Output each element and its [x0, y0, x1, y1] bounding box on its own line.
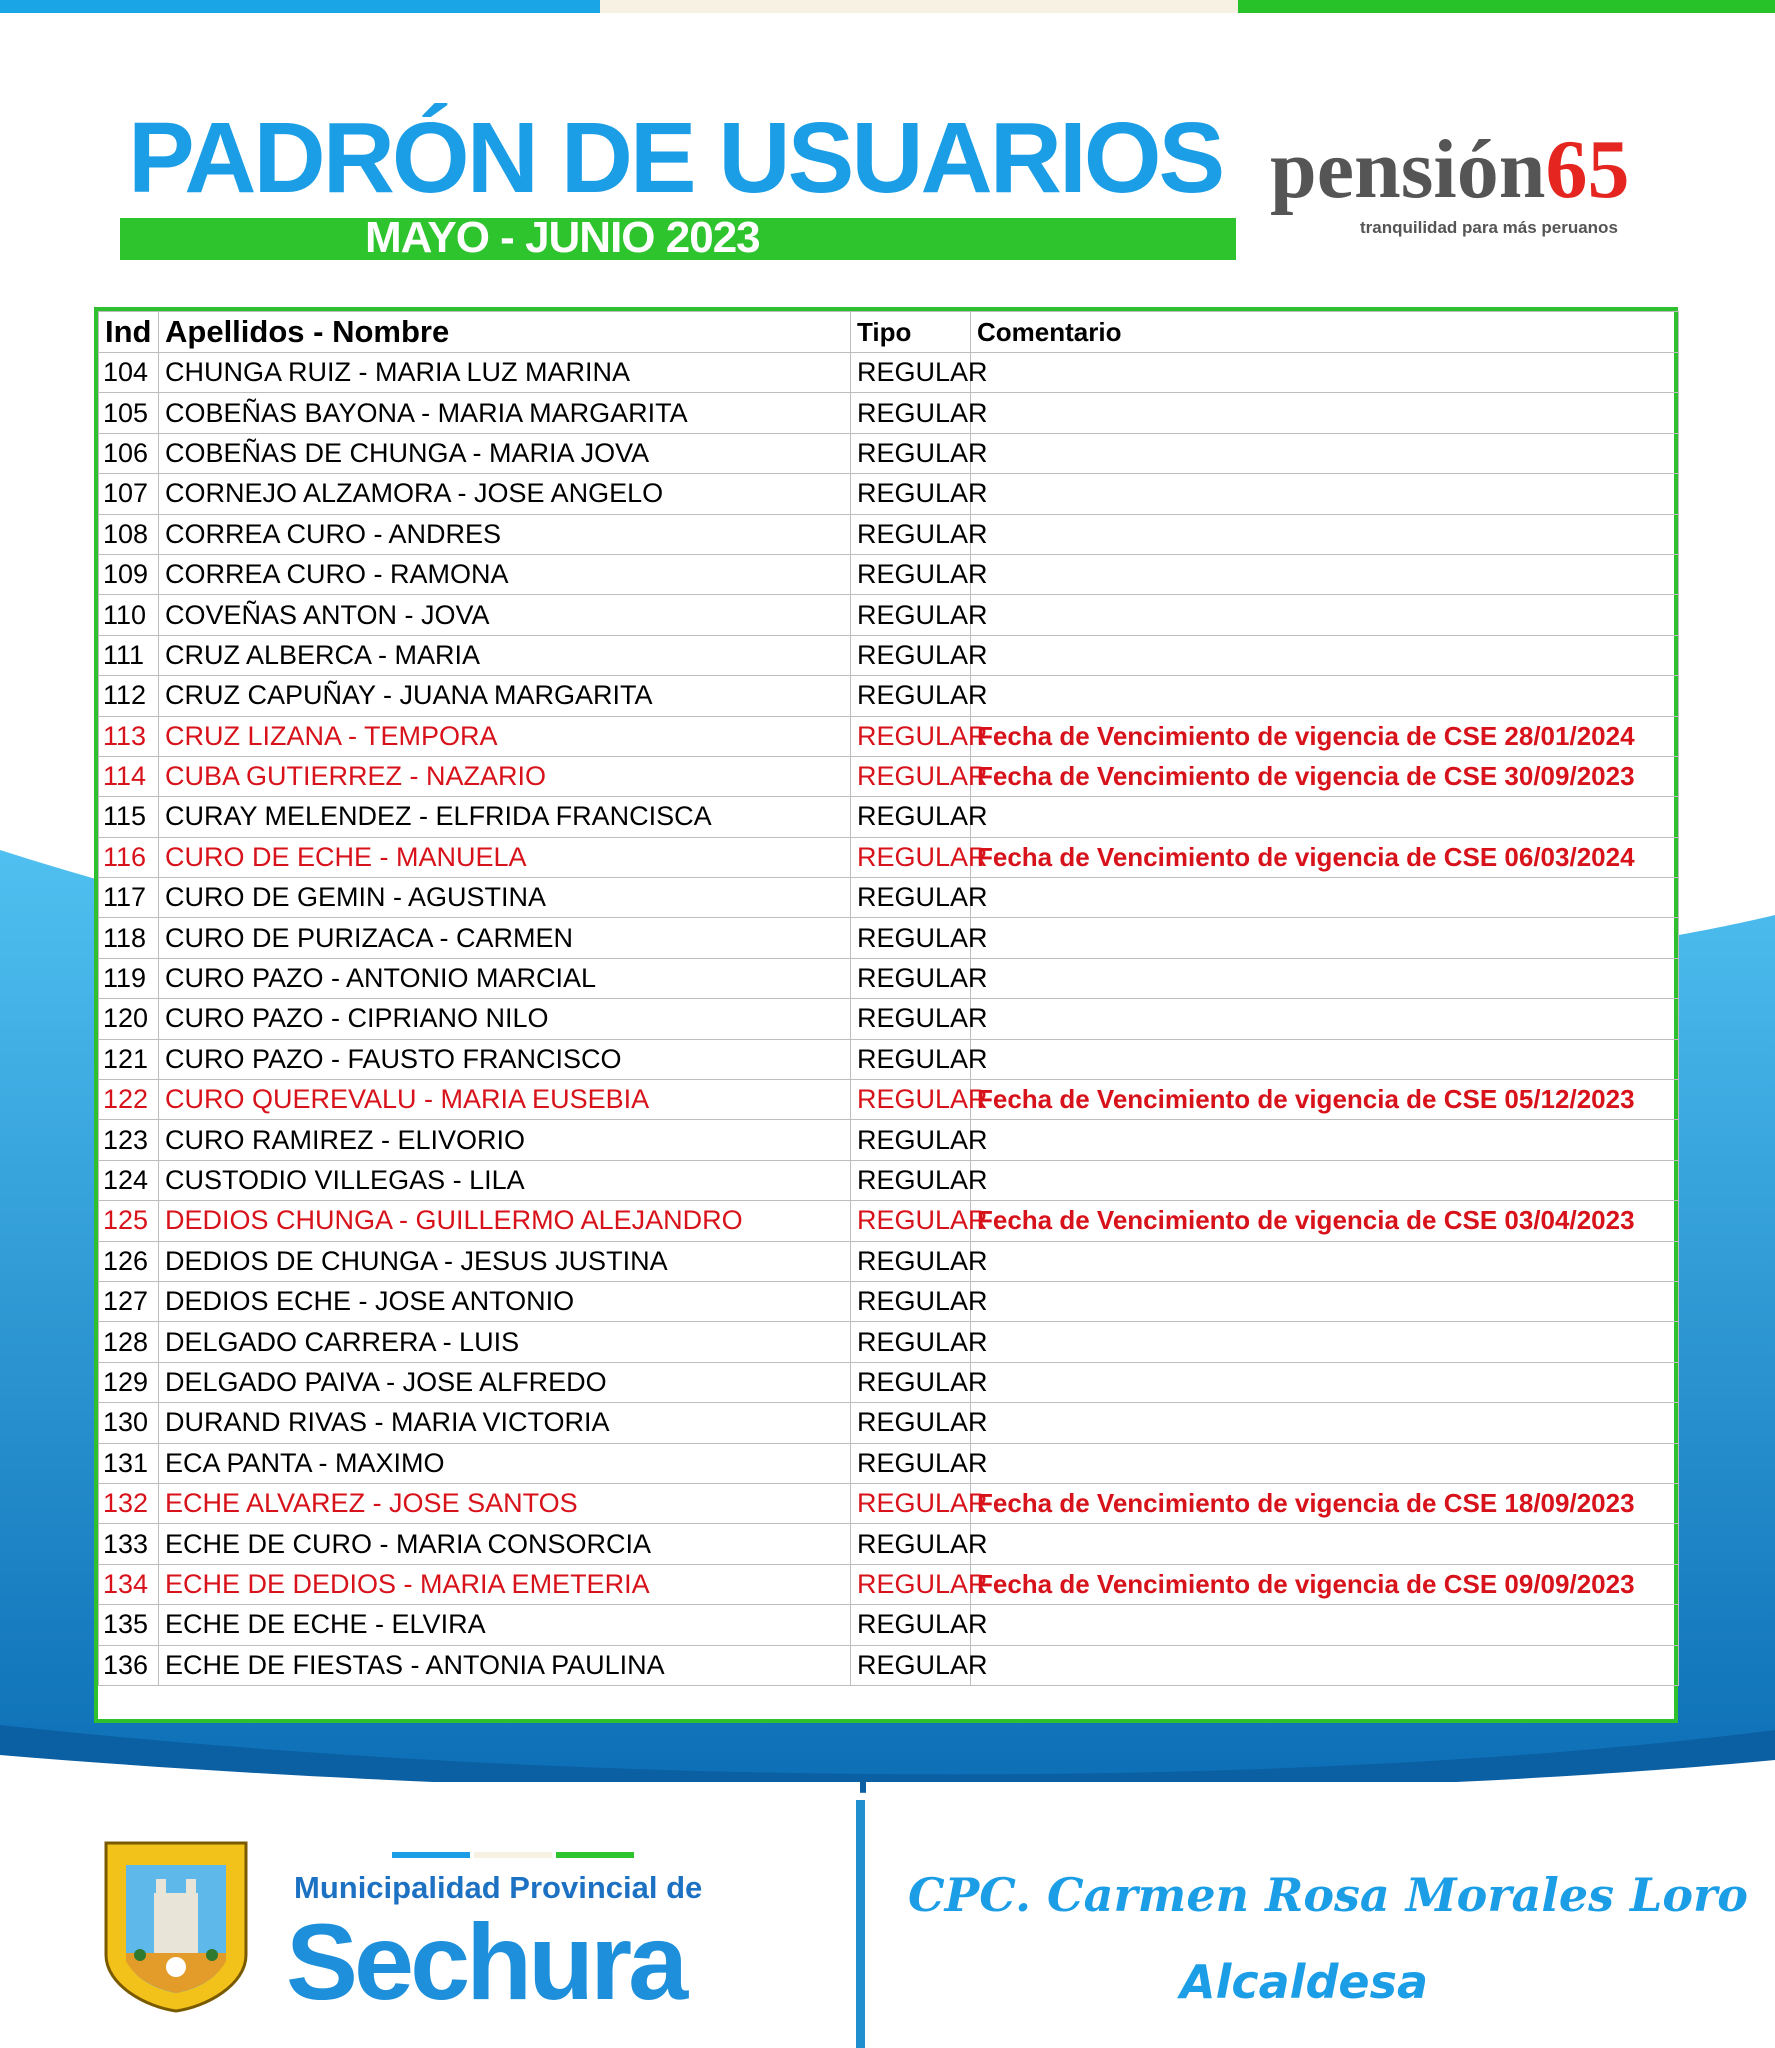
cell-comment: Fecha de Vencimiento de vigencia de CSE 06/03/2024	[971, 837, 1679, 877]
cell-name: CURO PAZO - ANTONIO MARCIAL	[159, 958, 851, 998]
cell-comment	[971, 1120, 1679, 1160]
cell-tipo: REGULAR	[851, 756, 971, 796]
page-title: PADRÓN DE USUARIOS	[128, 102, 1223, 214]
user-register-sheet	[94, 307, 1678, 1723]
table-row	[99, 1362, 1679, 1402]
cell-comment	[971, 1322, 1679, 1362]
cell-name: CURO PAZO - CIPRIANO NILO	[159, 999, 851, 1039]
cell-comment	[971, 1160, 1679, 1200]
table-row	[99, 837, 1679, 877]
cell-tipo: REGULAR	[851, 1524, 971, 1564]
cell-name: CURO RAMIREZ - ELIVORIO	[159, 1120, 851, 1160]
cell-comment	[971, 676, 1679, 716]
cell-ind: 121	[99, 1039, 159, 1079]
cell-comment	[971, 635, 1679, 675]
cell-name: ECHE DE CURO - MARIA CONSORCIA	[159, 1524, 851, 1564]
table-row	[99, 1080, 1679, 1120]
cell-tipo: REGULAR	[851, 1483, 971, 1523]
cell-name: CORNEJO ALZAMORA - JOSE ANGELO	[159, 474, 851, 514]
pension65-logo	[1270, 123, 1630, 216]
table-row	[99, 1322, 1679, 1362]
cell-ind: 126	[99, 1241, 159, 1281]
cell-comment	[971, 353, 1679, 393]
table-row	[99, 474, 1679, 514]
city-name: Sechura	[286, 1901, 685, 2022]
cell-comment: Fecha de Vencimiento de vigencia de CSE 30/09/2023	[971, 756, 1679, 796]
table-row	[99, 1483, 1679, 1523]
cell-name: ECHE DE ECHE - ELVIRA	[159, 1605, 851, 1645]
cell-ind: 136	[99, 1645, 159, 1685]
cell-name: COBEÑAS DE CHUNGA - MARIA JOVA	[159, 433, 851, 473]
cell-ind: 125	[99, 1201, 159, 1241]
cell-tipo: REGULAR	[851, 958, 971, 998]
cell-name: COVEÑAS ANTON - JOVA	[159, 595, 851, 635]
brand-tagline: tranquilidad para más peruanos	[1360, 218, 1618, 237]
cell-name: DEDIOS DE CHUNGA - JESUS JUSTINA	[159, 1241, 851, 1281]
cell-name: ECHE DE DEDIOS - MARIA EMETERIA	[159, 1564, 851, 1604]
cell-comment	[971, 1443, 1679, 1483]
cell-tipo: REGULAR	[851, 797, 971, 837]
accent-bar-cream	[474, 1852, 552, 1858]
table-row	[99, 514, 1679, 554]
cell-ind: 117	[99, 878, 159, 918]
table-row	[99, 958, 1679, 998]
cell-comment: Fecha de Vencimiento de vigencia de CSE 05/12/2023	[971, 1080, 1679, 1120]
table-row	[99, 1160, 1679, 1200]
cell-ind: 124	[99, 1160, 159, 1200]
table-row	[99, 353, 1679, 393]
cell-tipo: REGULAR	[851, 1605, 971, 1645]
table-row	[99, 999, 1679, 1039]
cell-ind: 105	[99, 393, 159, 433]
cell-comment	[971, 1403, 1679, 1443]
cell-ind: 129	[99, 1362, 159, 1402]
cell-ind: 128	[99, 1322, 159, 1362]
column-header-comentario: Comentario	[971, 312, 1679, 353]
table-row	[99, 756, 1679, 796]
cell-comment: Fecha de Vencimiento de vigencia de CSE 18/09/2023	[971, 1483, 1679, 1523]
table-row	[99, 1645, 1679, 1685]
cell-tipo: REGULAR	[851, 353, 971, 393]
table-row	[99, 433, 1679, 473]
table-row	[99, 878, 1679, 918]
cell-comment	[971, 1362, 1679, 1402]
cell-name: ECA PANTA - MAXIMO	[159, 1443, 851, 1483]
column-header-tipo: Tipo	[851, 312, 971, 353]
cell-ind: 116	[99, 837, 159, 877]
cell-ind: 110	[99, 595, 159, 635]
table-row	[99, 1403, 1679, 1443]
cell-ind: 122	[99, 1080, 159, 1120]
table-row	[99, 635, 1679, 675]
table-row	[99, 716, 1679, 756]
cell-comment	[971, 1645, 1679, 1685]
cell-name: CRUZ CAPUÑAY - JUANA MARGARITA	[159, 676, 851, 716]
cell-comment: Fecha de Vencimiento de vigencia de CSE 03/04/2023	[971, 1201, 1679, 1241]
cell-tipo: REGULAR	[851, 554, 971, 594]
cell-ind: 127	[99, 1281, 159, 1321]
mayor-role: Alcaldesa	[1180, 1955, 1428, 2009]
table-row	[99, 393, 1679, 433]
cell-name: CORREA CURO - RAMONA	[159, 554, 851, 594]
cell-name: CURO QUEREVALU - MARIA EUSEBIA	[159, 1080, 851, 1120]
cell-tipo: REGULAR	[851, 1039, 971, 1079]
cell-ind: 132	[99, 1483, 159, 1523]
cell-tipo: REGULAR	[851, 1281, 971, 1321]
cell-ind: 113	[99, 716, 159, 756]
cell-ind: 119	[99, 958, 159, 998]
cell-ind: 109	[99, 554, 159, 594]
cell-tipo: REGULAR	[851, 1201, 971, 1241]
cell-comment	[971, 1039, 1679, 1079]
cell-tipo: REGULAR	[851, 433, 971, 473]
cell-tipo: REGULAR	[851, 1241, 971, 1281]
cell-comment	[971, 393, 1679, 433]
cell-comment	[971, 1241, 1679, 1281]
cell-tipo: REGULAR	[851, 676, 971, 716]
cell-comment: Fecha de Vencimiento de vigencia de CSE 09/09/2023	[971, 1564, 1679, 1604]
cell-tipo: REGULAR	[851, 837, 971, 877]
cell-comment	[971, 514, 1679, 554]
cell-ind: 107	[99, 474, 159, 514]
cell-name: CHUNGA RUIZ - MARIA LUZ MARINA	[159, 353, 851, 393]
cell-ind: 120	[99, 999, 159, 1039]
cell-ind: 104	[99, 353, 159, 393]
cell-tipo: REGULAR	[851, 1564, 971, 1604]
table-row	[99, 595, 1679, 635]
cell-tipo: REGULAR	[851, 393, 971, 433]
cell-comment	[971, 595, 1679, 635]
cell-ind: 112	[99, 676, 159, 716]
brand-number: 65	[1545, 123, 1630, 216]
cell-name: ECHE ALVAREZ - JOSE SANTOS	[159, 1483, 851, 1523]
sechura-crest-icon	[96, 1835, 256, 2015]
table-row	[99, 1281, 1679, 1321]
accent-bar-green	[556, 1852, 634, 1858]
table-row	[99, 1039, 1679, 1079]
cell-ind: 111	[99, 635, 159, 675]
cell-ind: 131	[99, 1443, 159, 1483]
table-row	[99, 797, 1679, 837]
cell-ind: 133	[99, 1524, 159, 1564]
cell-comment	[971, 1605, 1679, 1645]
municipality-label: Municipalidad Provincial de	[294, 1870, 703, 1905]
cell-comment	[971, 878, 1679, 918]
cell-name: DURAND RIVAS - MARIA VICTORIA	[159, 1403, 851, 1443]
cell-name: CURAY MELENDEZ - ELFRIDA FRANCISCA	[159, 797, 851, 837]
accent-bar-blue	[392, 1852, 470, 1858]
cell-tipo: REGULAR	[851, 1362, 971, 1402]
table-header-row	[99, 312, 1679, 353]
cell-comment	[971, 474, 1679, 514]
cell-name: CRUZ LIZANA - TEMPORA	[159, 716, 851, 756]
cell-comment: Fecha de Vencimiento de vigencia de CSE 28/01/2024	[971, 716, 1679, 756]
cell-comment	[971, 999, 1679, 1039]
cell-tipo: REGULAR	[851, 716, 971, 756]
cell-name: DEDIOS CHUNGA - GUILLERMO ALEJANDRO	[159, 1201, 851, 1241]
cell-comment	[971, 433, 1679, 473]
cell-name: CORREA CURO - ANDRES	[159, 514, 851, 554]
cell-tipo: REGULAR	[851, 595, 971, 635]
cell-comment	[971, 797, 1679, 837]
cell-comment	[971, 1281, 1679, 1321]
mayor-name: CPC. Carmen Rosa Morales Loro	[908, 1868, 1748, 1922]
cell-ind: 108	[99, 514, 159, 554]
cell-name: CRUZ ALBERCA - MARIA	[159, 635, 851, 675]
cell-name: CUBA GUTIERREZ - NAZARIO	[159, 756, 851, 796]
cell-name: DEDIOS ECHE - JOSE ANTONIO	[159, 1281, 851, 1321]
cell-name: DELGADO CARRERA - LUIS	[159, 1322, 851, 1362]
column-header-name: Apellidos - Nombre	[159, 312, 851, 353]
cell-ind: 115	[99, 797, 159, 837]
table-row	[99, 676, 1679, 716]
cell-name: CURO DE GEMIN - AGUSTINA	[159, 878, 851, 918]
footer-divider	[856, 1800, 865, 2048]
cell-tipo: REGULAR	[851, 474, 971, 514]
table-row	[99, 554, 1679, 594]
cell-comment	[971, 918, 1679, 958]
cell-tipo: REGULAR	[851, 1322, 971, 1362]
cell-tipo: REGULAR	[851, 918, 971, 958]
cell-tipo: REGULAR	[851, 878, 971, 918]
cell-name: CUSTODIO VILLEGAS - LILA	[159, 1160, 851, 1200]
cell-ind: 118	[99, 918, 159, 958]
cell-tipo: REGULAR	[851, 1645, 971, 1685]
cell-tipo: REGULAR	[851, 1403, 971, 1443]
cell-tipo: REGULAR	[851, 1160, 971, 1200]
table-row	[99, 1605, 1679, 1645]
column-header-ind: Ind	[99, 312, 159, 353]
brand-word: pensión	[1270, 123, 1546, 216]
cell-ind: 130	[99, 1403, 159, 1443]
cell-tipo: REGULAR	[851, 1443, 971, 1483]
cell-ind: 134	[99, 1564, 159, 1604]
page-subtitle: MAYO - JUNIO 2023	[365, 213, 760, 262]
table-row	[99, 1443, 1679, 1483]
cell-name: CURO DE ECHE - MANUELA	[159, 837, 851, 877]
table-row	[99, 1564, 1679, 1604]
cell-comment	[971, 554, 1679, 594]
table-row	[99, 1120, 1679, 1160]
cell-tipo: REGULAR	[851, 514, 971, 554]
cell-name: CURO DE PURIZACA - CARMEN	[159, 918, 851, 958]
user-register-table	[98, 311, 1679, 1686]
cell-tipo: REGULAR	[851, 1080, 971, 1120]
cell-ind: 106	[99, 433, 159, 473]
table-row	[99, 918, 1679, 958]
table-row	[99, 1524, 1679, 1564]
cell-ind: 123	[99, 1120, 159, 1160]
table-body	[99, 353, 1679, 1686]
cell-tipo: REGULAR	[851, 1120, 971, 1160]
table-row	[99, 1201, 1679, 1241]
cell-comment	[971, 958, 1679, 998]
cell-tipo: REGULAR	[851, 635, 971, 675]
cell-tipo: REGULAR	[851, 999, 971, 1039]
cell-name: COBEÑAS BAYONA - MARIA MARGARITA	[159, 393, 851, 433]
cell-ind: 114	[99, 756, 159, 796]
cell-name: ECHE DE FIESTAS - ANTONIA PAULINA	[159, 1645, 851, 1685]
cell-ind: 135	[99, 1605, 159, 1645]
cell-name: DELGADO PAIVA - JOSE ALFREDO	[159, 1362, 851, 1402]
cell-name: CURO PAZO - FAUSTO FRANCISCO	[159, 1039, 851, 1079]
table-row	[99, 1241, 1679, 1281]
cell-comment	[971, 1524, 1679, 1564]
